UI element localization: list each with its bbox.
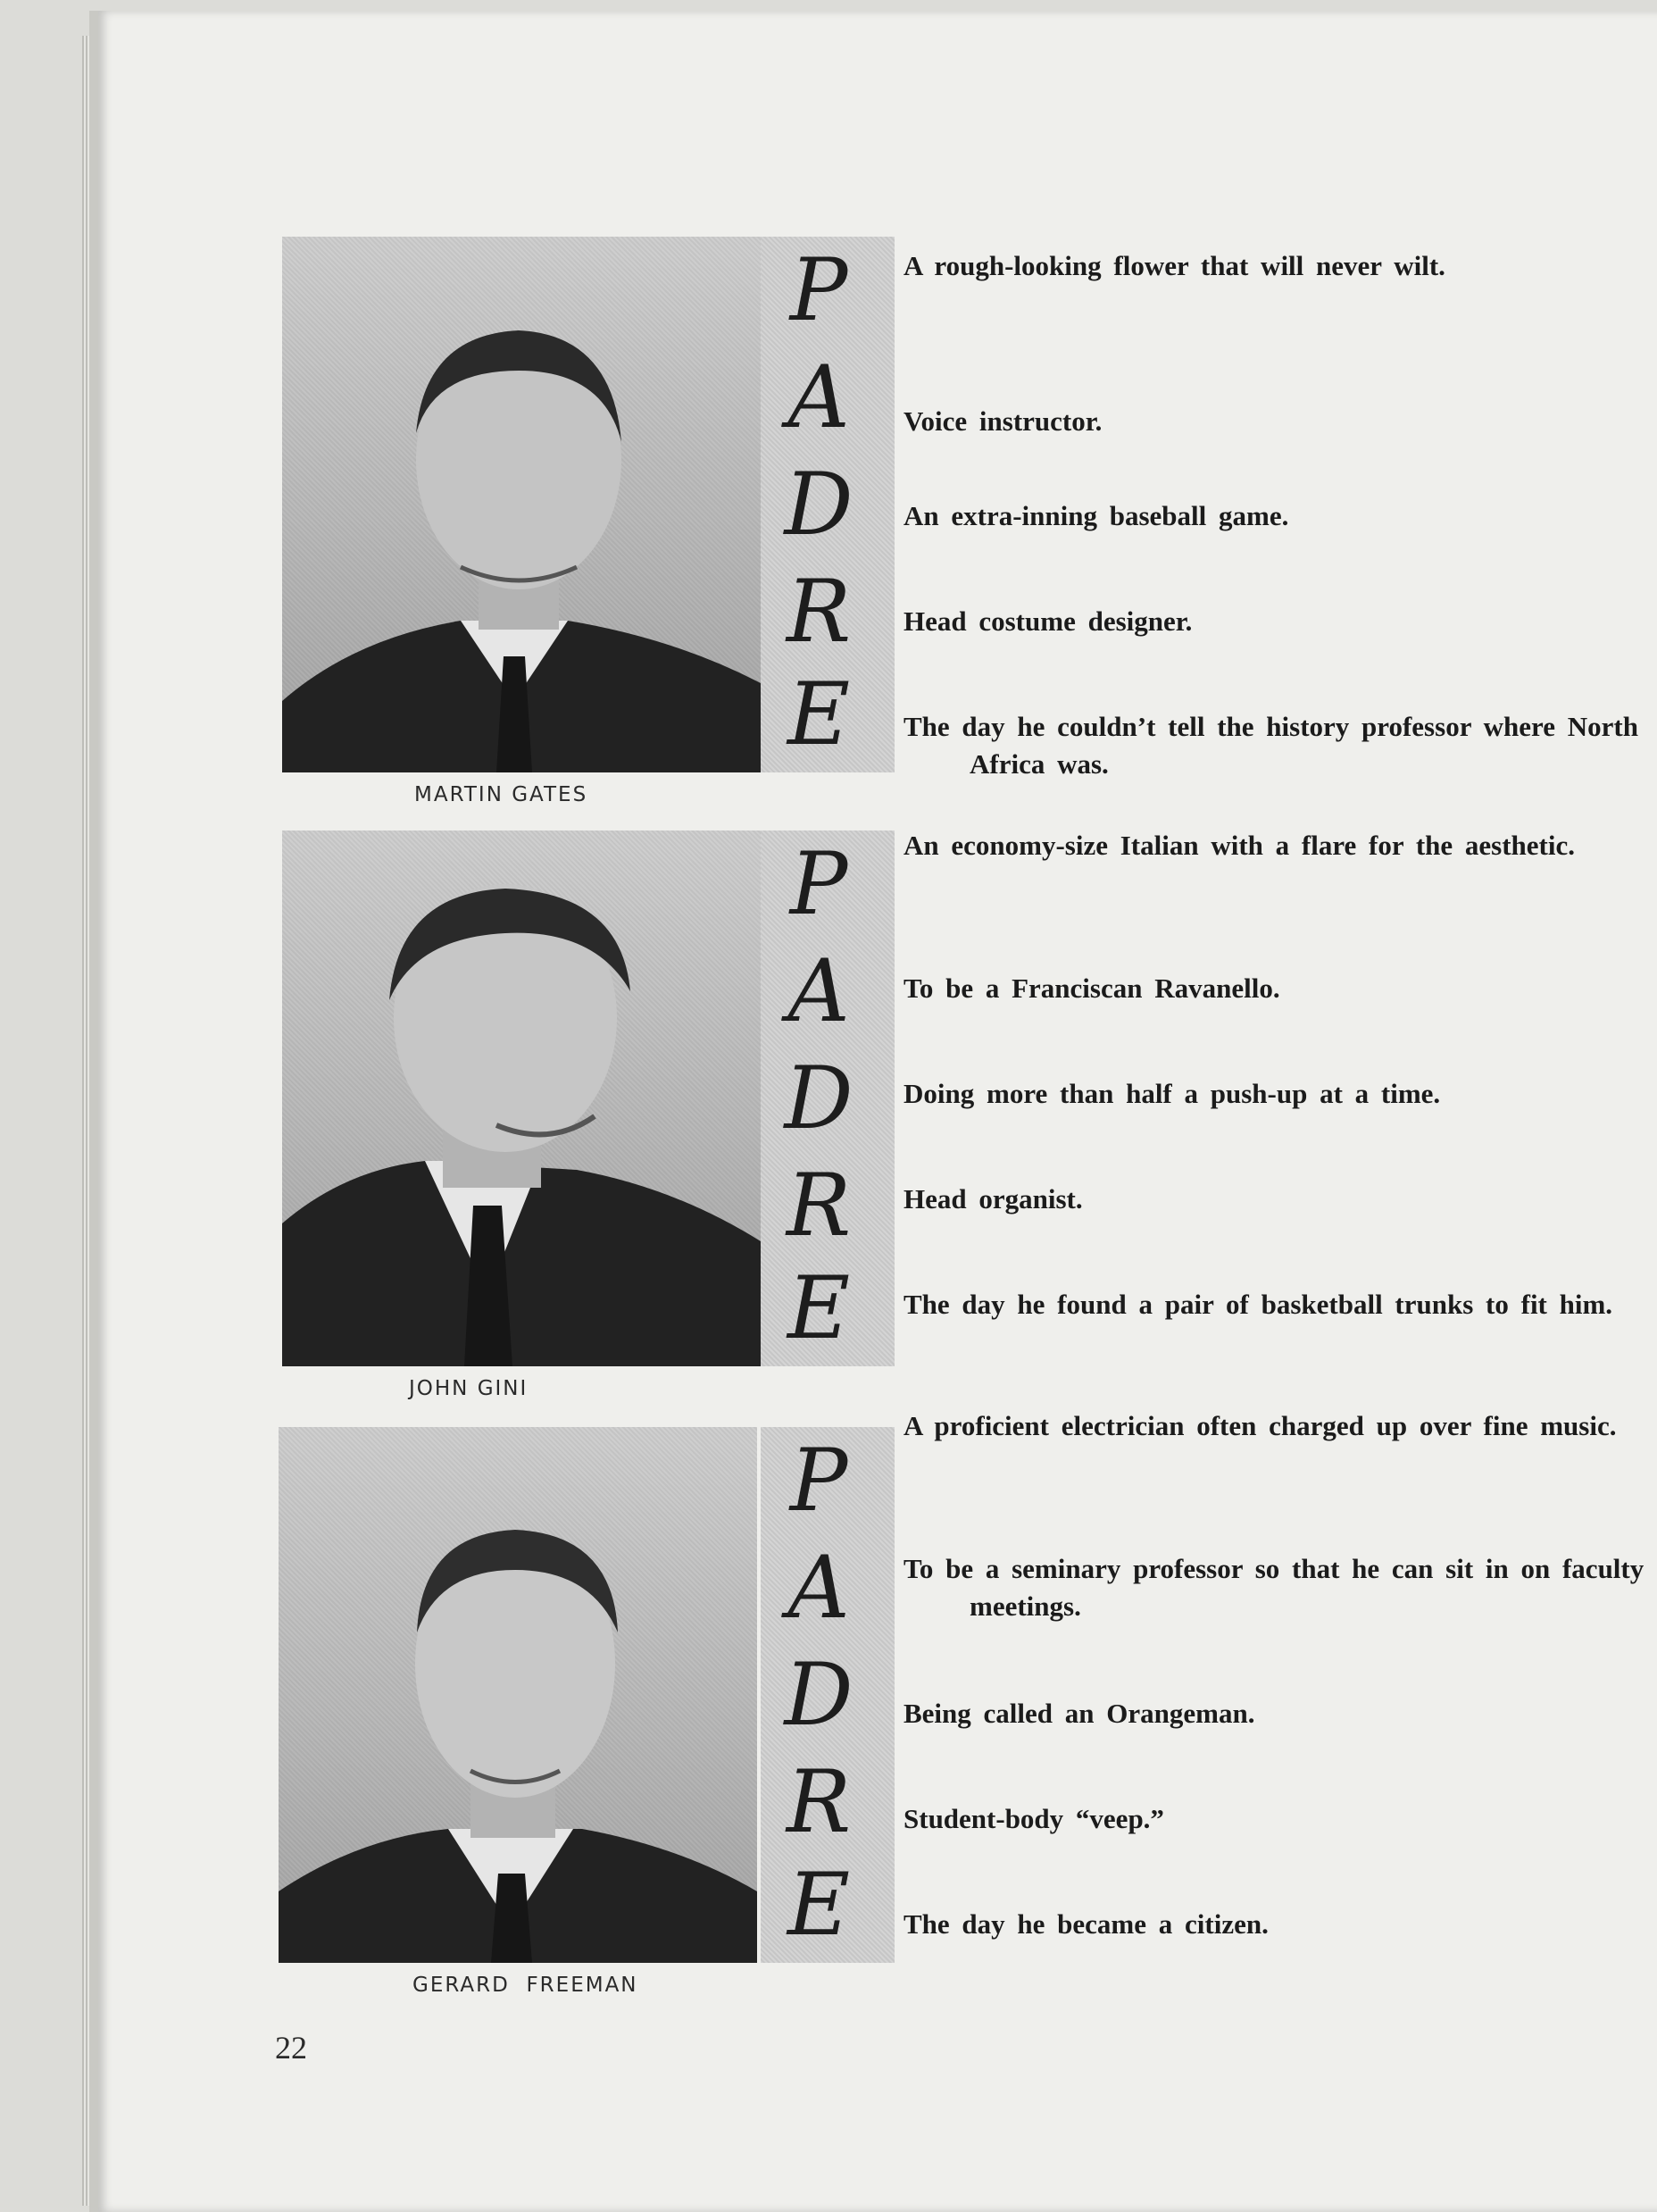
acrostic-line: To be a seminary professor so that he can sit in on faculty meetings. <box>903 1553 1645 1622</box>
portrait-photo-martin-gates <box>282 237 761 772</box>
acrostic-letter: E <box>787 1258 851 1358</box>
acrostic-line: A proficient electrician often charged up over fine music. <box>903 1410 1617 1441</box>
page-number: 22 <box>275 2030 307 2066</box>
portrait-photo-john-gini <box>282 831 761 1366</box>
acrostic-letter: P <box>789 240 848 340</box>
acrostic-letter: D <box>784 1645 853 1745</box>
acrostic-letter: D <box>784 1048 853 1148</box>
acrostic-padre-2 <box>761 831 895 1366</box>
acrostic-line: Voice instructor. <box>903 405 1103 437</box>
acrostic-letter: D <box>784 455 853 555</box>
acrostic-line: To be a Franciscan Ravanello. <box>903 972 1280 1004</box>
acrostic-letter: A <box>787 347 850 447</box>
acrostic-letter: R <box>786 562 852 662</box>
acrostic-line: A rough-looking flower that will never wilt. <box>903 250 1445 281</box>
acrostic-letter: R <box>786 1752 852 1852</box>
acrostic-letter: A <box>787 941 850 1041</box>
profile-entry-3 <box>282 1410 1645 1999</box>
acrostic-letter: A <box>787 1538 850 1638</box>
acrostic-letter: E <box>787 1855 851 1955</box>
acrostic-padre-1 <box>761 237 895 772</box>
acrostic-line: Head costume designer. <box>903 605 1193 637</box>
acrostic-padre-3 <box>761 1427 895 1963</box>
photo-caption: GERARD FREEMAN <box>412 1974 638 1997</box>
profile-entry-2 <box>282 830 1613 1402</box>
profile-entry-1 <box>282 237 1638 808</box>
acrostic-line: The day he became a citizen. <box>903 1908 1269 1940</box>
acrostic-letter: R <box>786 1156 852 1256</box>
acrostic-line: Being called an Orangeman. <box>903 1698 1255 1729</box>
acrostic-line: Head organist. <box>903 1183 1083 1215</box>
photo-caption: JOHN GINI <box>409 1377 529 1400</box>
acrostic-letter: P <box>789 834 848 934</box>
photo-caption: MARTIN GATES <box>414 783 588 806</box>
acrostic-letter: P <box>789 1431 848 1531</box>
acrostic-letter: E <box>787 664 851 764</box>
acrostic-line: Student-body “veep.” <box>903 1803 1164 1834</box>
portrait-photo-gerard-freeman <box>279 1427 757 1963</box>
acrostic-line: An economy-size Italian with a flare for the aesthetic. <box>903 830 1575 861</box>
acrostic-line: An extra-inning baseball game. <box>903 500 1289 531</box>
acrostic-line: The day he found a pair of basketball trunks to fit him. <box>903 1289 1613 1320</box>
acrostic-line: Doing more than half a push-up at a time. <box>903 1078 1441 1109</box>
acrostic-line: The day he couldn’t tell the history professor where North Africa was. <box>903 711 1638 780</box>
